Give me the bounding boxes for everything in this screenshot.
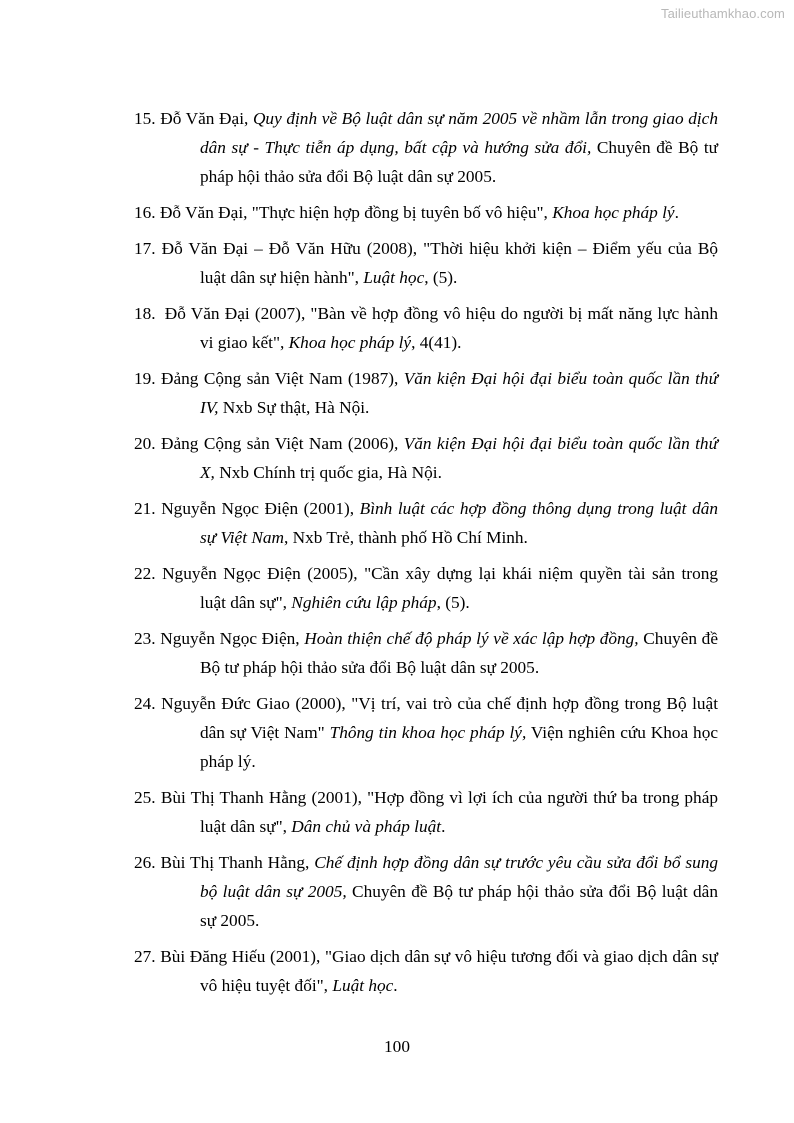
reference-title-italic: Luật học — [363, 268, 425, 287]
reference-entry — [134, 299, 718, 357]
reference-title-italic: Bình luật các hợp đồng thông dụng trong luật dân sự Việt Nam — [200, 499, 718, 547]
reference-text: Bùi Thị Thanh Hằng, — [160, 853, 315, 872]
reference-text: , 4(41). — [411, 333, 462, 352]
reference-text: Đỗ Văn Đại – Đỗ Văn Hữu (2008), "Thời hiệu khởi kiện – Điểm yếu của Bộ luật dân sự hiện hành", — [161, 239, 718, 287]
reference-entry — [134, 942, 718, 1000]
reference-number: 15. — [134, 109, 156, 128]
reference-title-italic: Khoa học pháp lý — [288, 333, 412, 352]
reference-entry — [134, 198, 718, 227]
reference-text: Nguyễn Ngọc Điện (2005), "Cần xây dựng lại khái niệm quyền tài sản trong luật dân sự", — [162, 564, 718, 612]
reference-title-italic: Luật học — [332, 976, 394, 995]
reference-text: Chuyên đề Bộ tư pháp hội thảo sửa đổi Bộ luật dân sự 2005. — [200, 138, 718, 186]
reference-title-italic: Khoa học pháp lý — [552, 203, 675, 222]
reference-entry — [134, 624, 718, 682]
reference-number: 16. — [134, 203, 156, 222]
reference-title-italic: Nghiên cứu lập pháp — [291, 593, 437, 612]
page-number: 100 — [384, 1037, 410, 1056]
reference-number: 23. — [134, 629, 156, 648]
reference-text: Viện nghiên cứu Khoa học pháp lý. — [200, 723, 719, 771]
reference-text: Nxb Chính trị quốc gia, Hà Nội. — [214, 463, 442, 482]
reference-entry — [134, 559, 718, 617]
reference-entry — [134, 234, 718, 292]
reference-text: , (5). — [436, 593, 470, 612]
reference-title-italic: Quy định về Bộ luật dân sự năm 2005 về nhầm lẫn trong giao dịch dân sự - Thực tiễn áp dụng, bất cập và hướng sửa đổi, — [200, 109, 718, 157]
reference-number: 26. — [134, 853, 156, 872]
reference-text: . — [674, 203, 679, 222]
reference-text: Nguyễn Ngọc Điện (2001), — [161, 499, 360, 518]
reference-number: 18. — [134, 304, 156, 323]
reference-title-italic: Dân chủ và pháp luật — [291, 817, 442, 836]
reference-text: Đỗ Văn Đại, "Thực hiện hợp đồng bị tuyên bố vô hiệu", — [159, 203, 553, 222]
reference-title-italic: , Văn kiện Đại hội đại biểu toàn quốc lần thứ X, — [200, 434, 718, 482]
reference-text: Bùi Đăng Hiếu (2001), "Giao dịch dân sự vô hiệu tương đối và giao dịch dân sự vô hiệu tuyệt đối", — [160, 947, 718, 995]
reference-number: 17. — [134, 239, 156, 258]
reference-text: . — [441, 817, 446, 836]
reference-title-italic: Chế định hợp đồng dân sự trước yêu cầu sửa đổi bổ sung bộ luật dân sự 2005, — [200, 853, 718, 901]
reference-number: 20. — [134, 434, 156, 453]
reference-text: Chuyên đề Bộ tư pháp hội thảo sửa đổi Bộ luật dân sự 2005. — [200, 882, 718, 930]
watermark: Tailieuthamkhao.com — [660, 6, 785, 21]
reference-text: Đỗ Văn Đại (2007), "Bàn về hợp đồng vô hiệu do người bị mất năng lực hành vi giao kết", — [164, 304, 718, 352]
reference-text: Đảng Cộng sản Việt Nam (2006) — [161, 434, 394, 453]
reference-text: Nxb Sự thật, Hà Nội. — [218, 398, 370, 417]
reference-text: Chuyên đề Bộ tư pháp hội thảo sửa đổi Bộ luật dân sự 2005. — [200, 629, 718, 677]
reference-text: Bùi Thị Thanh Hằng (2001), "Hợp đồng vì lợi ích của người thứ ba trong pháp luật dân sự", — [160, 788, 718, 836]
reference-text: Nguyễn Ngọc Điện, — [160, 629, 305, 648]
reference-entry — [134, 783, 718, 841]
reference-number: 25. — [134, 788, 156, 807]
reference-text: , (5). — [424, 268, 458, 287]
reference-entry — [134, 848, 718, 935]
reference-text: . — [393, 976, 398, 995]
reference-entry — [134, 364, 718, 422]
reference-text: Đảng Cộng sản Việt Nam (1987), — [161, 369, 404, 388]
reference-entry — [134, 494, 718, 552]
reference-text: Nguyễn Đức Giao (2000), "Vị trí, vai trò của chế định hợp đồng trong Bộ luật dân sự Việt Nam" — [161, 694, 718, 742]
reference-number: 19. — [134, 369, 156, 388]
reference-number: 27. — [134, 947, 156, 966]
reference-text: Đỗ Văn Đại, — [160, 109, 253, 128]
reference-number: 22. — [134, 564, 156, 583]
reference-title-italic: Văn kiện Đại hội đại biểu toàn quốc lần thứ IV, — [200, 369, 718, 417]
reference-number: 24. — [134, 694, 156, 713]
reference-entry — [134, 429, 718, 487]
reference-text: , Nxb Trẻ, thành phố Hồ Chí Minh. — [283, 528, 528, 547]
reference-number: 21. — [134, 499, 156, 518]
reference-entry — [134, 104, 718, 191]
reference-title-italic: Thông tin khoa học pháp lý, — [329, 723, 527, 742]
reference-title-italic: Hoàn thiện chế độ pháp lý về xác lập hợp đồng, — [304, 629, 639, 648]
reference-list — [134, 104, 718, 1007]
reference-entry — [134, 689, 718, 776]
